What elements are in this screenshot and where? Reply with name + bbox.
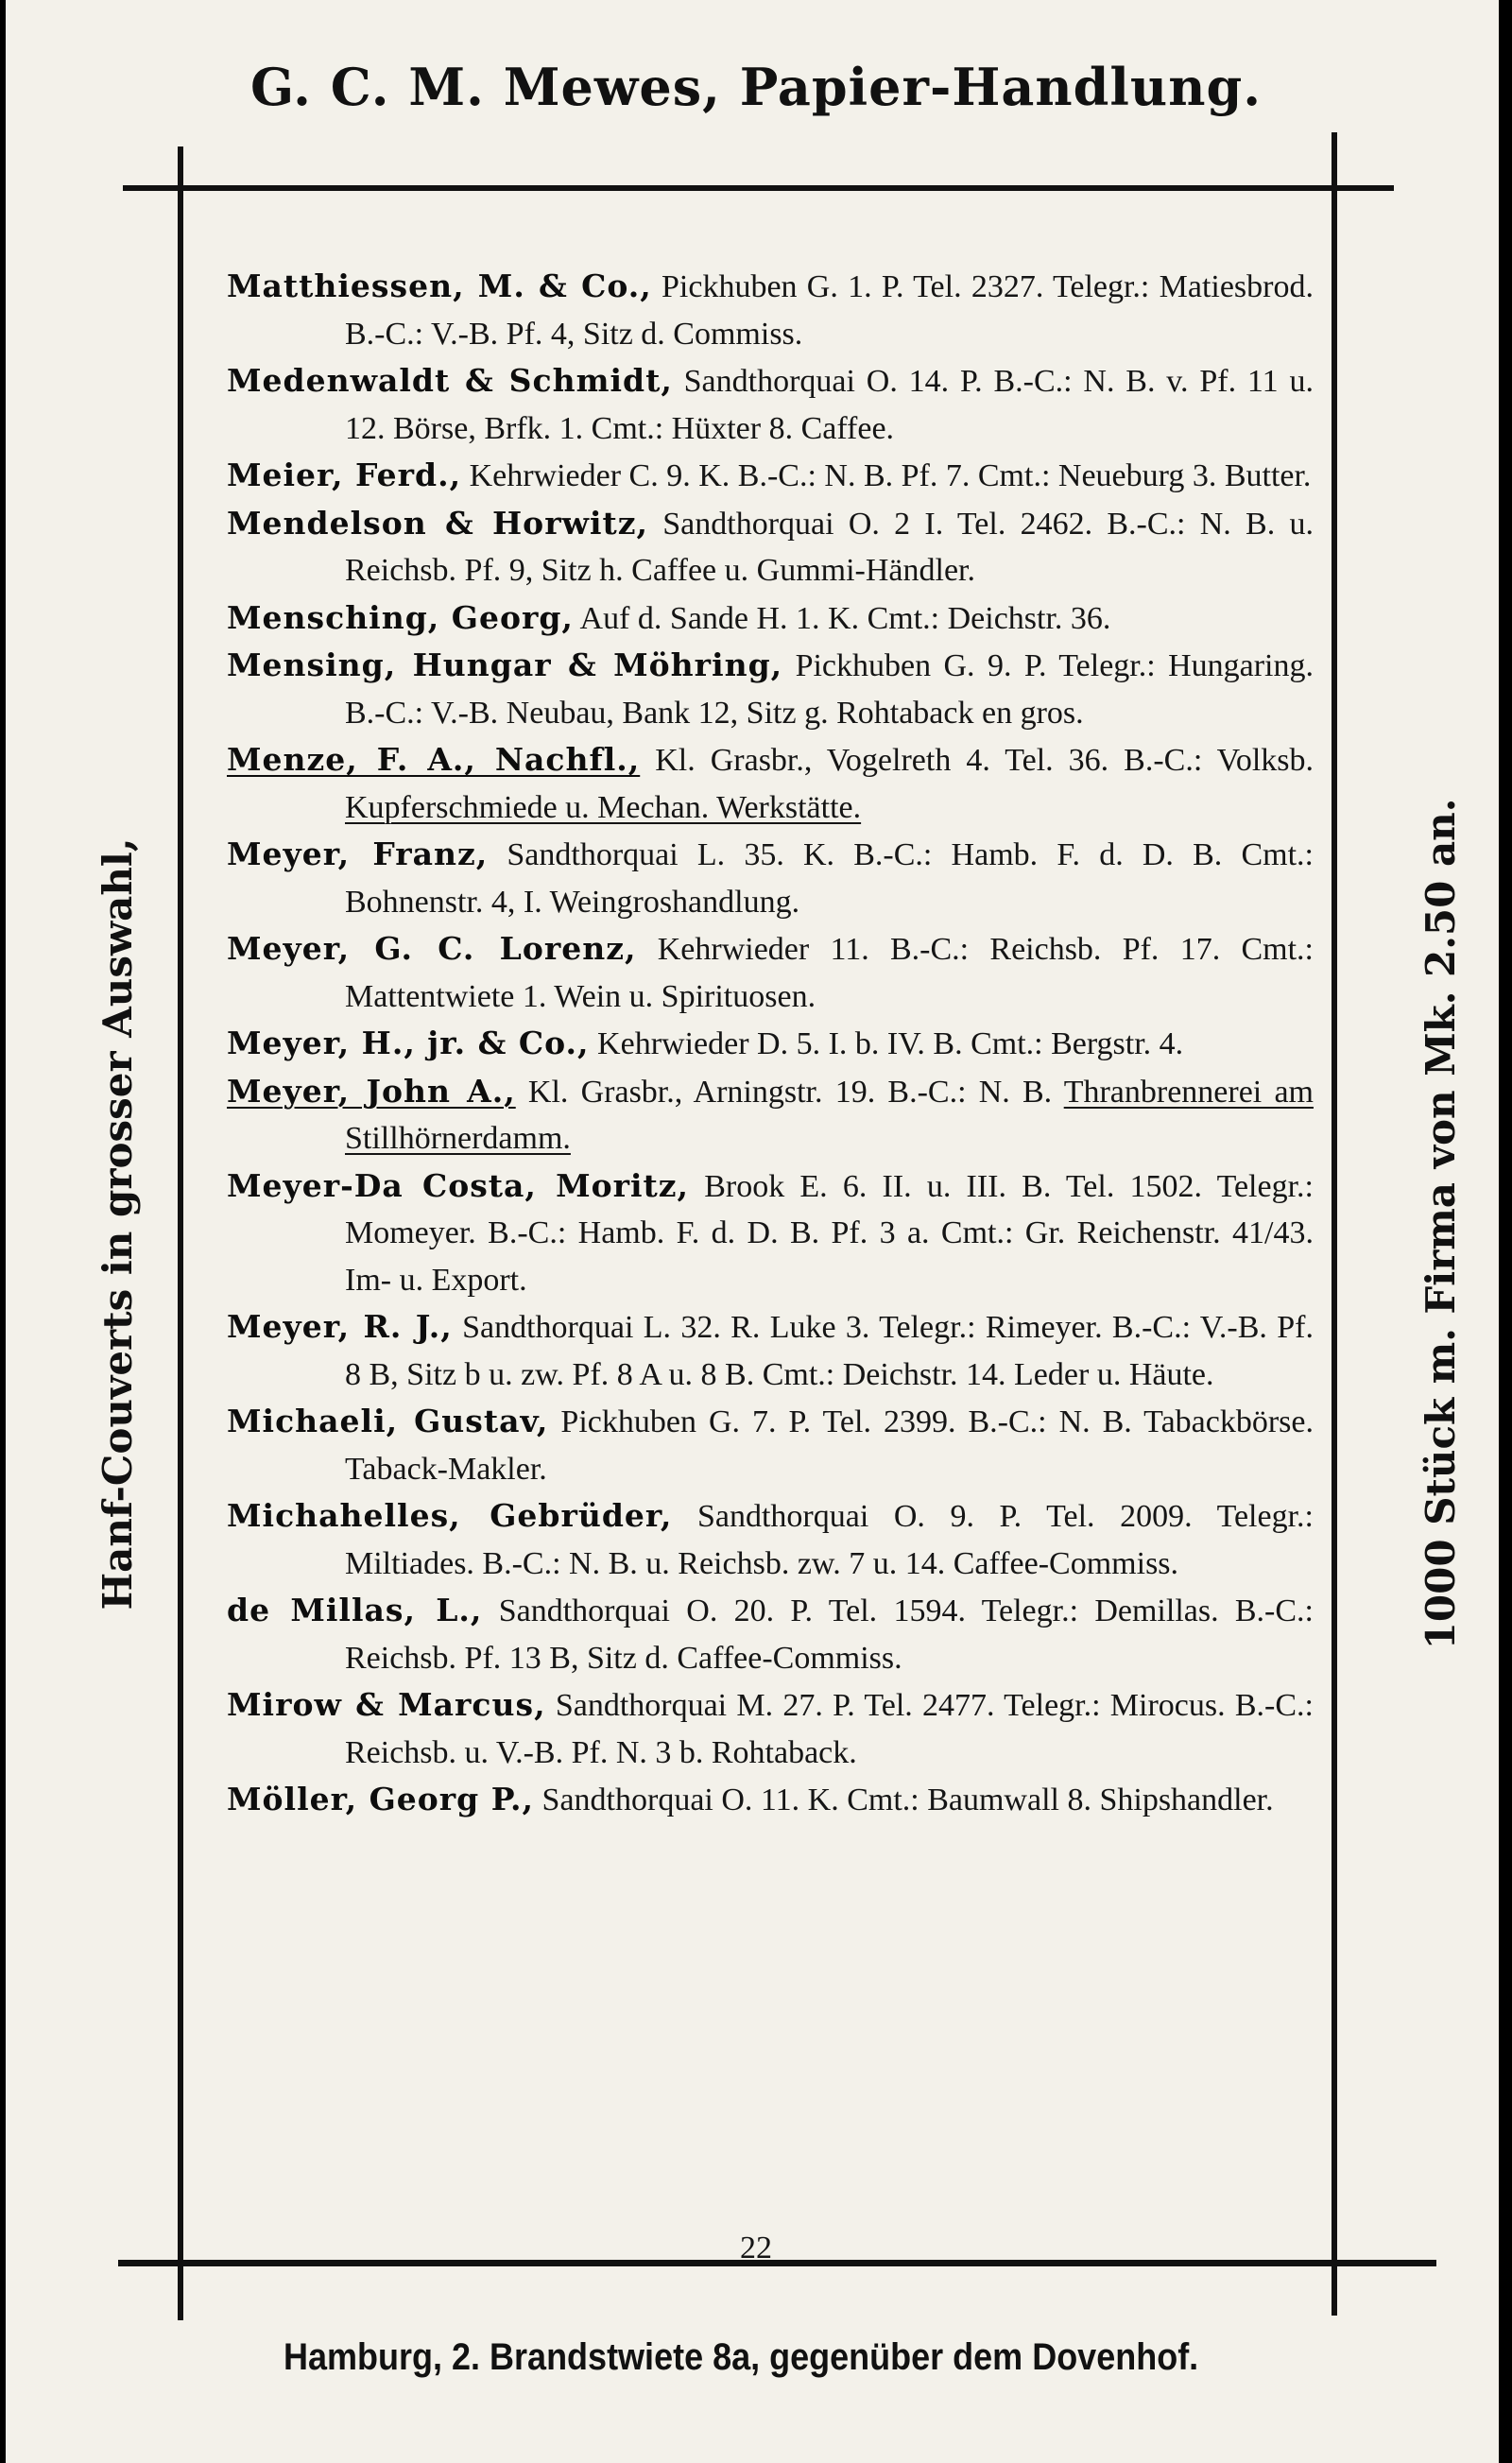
entry-details: Kl. Grasbr., Arningstr. 19. B.-C.: N. B. [515,1074,1064,1110]
firm-name: Meyer, R. J., [227,1308,453,1345]
directory-entry [227,1398,1314,1492]
right-frame-rule [1332,132,1337,2316]
directory-entry [227,594,1314,643]
directory-entry [227,736,1314,831]
entry-details: Sandthorquai O. 9. P. Tel. 2009. Telegr.: Miltiades. B.-C.: N. B. u. Reichsb. zw. 7 u. 14. Caffee-Commiss. [345,1499,1314,1581]
page-number: 22 [740,2230,772,2265]
top-frame-rule [123,185,1394,191]
entry-trade-note: Kupferschmiede u. Mechan. Werkstätte. [345,789,862,825]
entry-details: Kehrwieder C. 9. K. B.-C.: N. B. Pf. 7. Cmt.: Neueburg 3. Butter. [461,458,1312,493]
side-advert-right: 1000 Stück m. Firma von Mk. 2.50 an. [1418,798,1464,1650]
entry-details: Sandthorquai O. 14. P. B.-C.: N. B. v. Pf. 11 u. 12. Börse, Brfk. 1. Cmt.: Hüxter 8. Caffee. [345,364,1314,446]
firm-name: Meyer, G. C. Lorenz, [227,930,637,967]
firm-name: Meyer-Da Costa, Moritz, [227,1166,690,1204]
entry-details: Auf d. Sande H. 1. K. Cmt.: Deichstr. 36. [573,600,1111,636]
entry-details: Sandthorquai L. 35. K. B.-C.: Hamb. F. d. D. B. Cmt.: Bohnenstr. 4, I. Weingroshandlung. [345,837,1314,920]
directory-entry [227,1776,1314,1824]
entry-details: Sandthorquai L. 32. R. Luke 3. Telegr.: Rimeyer. B.-C.: V.-B. Pf. 8 B, Sitz b u. zw. Pf. 8 A u. 8 B. Cmt.: Deichstr. 14. Leder u. Häute. [345,1310,1314,1392]
firm-name: Meier, Ferd., [227,456,462,493]
entry-details: Brook E. 6. II. u. III. B. Tel. 1502. Telegr.: Momeyer. B.-C.: Hamb. F. d. D. B. Pf. 3 a. Cmt.: Gr. Reichenstr. 41/43. Im- u. Export. [345,1168,1314,1298]
firm-name: de Millas, L., [227,1592,483,1628]
directory-entries [227,263,1314,1824]
entry-details: Kehrwieder D. 5. I. b. IV. B. Cmt.: Bergstr. 4. [589,1026,1184,1061]
directory-entry [227,500,1314,594]
firm-name: Mensing, Hungar & Möhring, [227,646,783,683]
firm-name: Mirow & Marcus, [227,1686,546,1723]
directory-entry [227,831,1314,925]
entry-details: Pickhuben G. 9. P. Telegr.: Hungaring. B.-C.: V.-B. Neubau, Bank 12, Sitz g. Rohtaback en gros. [345,648,1314,731]
page-header-title: G. C. M. Mewes, Papier-Handlung. [249,57,1263,117]
entry-details: Sandthorquai O. 2 I. Tel. 2462. B.-C.: N. B. u. Reichsb. Pf. 9, Sitz h. Caffee u. Gummi-Händler. [345,506,1314,588]
directory-entry [227,1068,1314,1163]
firm-name: Matthiessen, M. & Co., [227,267,652,304]
entry-details: Pickhuben G. 7. P. Tel. 2399. B.-C.: N. B. Tabackbörse. Taback-Makler. [345,1404,1314,1487]
firm-name: Michahelles, Gebrüder, [227,1497,673,1534]
entry-trade-note: Thranbrennerei am Stillhörnerdamm. [345,1074,1314,1156]
firm-name: Michaeli, Gustav, [227,1403,549,1439]
directory-entry [227,642,1314,736]
firm-name: Meyer, H., jr. & Co., [227,1025,590,1061]
directory-entry [227,263,1314,357]
entry-details: Pickhuben G. 1. P. Tel. 2327. Telegr.: Matiesbrod. B.-C.: V.-B. Pf. 4, Sitz d. Commiss. [345,269,1314,352]
firm-name: Menze, F. A., Nachfl., [227,741,641,778]
entry-details: Kehrwieder 11. B.-C.: Reichsb. Pf. 17. Cmt.: Mattentwiete 1. Wein u. Spirituosen. [345,932,1314,1014]
entry-details: Sandthorquai O. 11. K. Cmt.: Baumwall 8. Shipshandler. [534,1783,1274,1817]
directory-entry [227,1681,1314,1776]
directory-entry [227,357,1314,452]
entry-details: Sandthorquai M. 27. P. Tel. 2477. Telegr.: Mirocus. B.-C.: Reichsb. u. V.-B. Pf. N. 3 b. Rohtaback. [345,1688,1314,1770]
directory-entry [227,925,1314,1020]
firm-name: Mendelson & Horwitz, [227,504,648,542]
directory-entry [227,1587,1314,1681]
footer-address: Hamburg, 2. Brandstwiete 8a, gegenüber dem Dovenhof. [284,2336,1199,2378]
firm-name: Medenwaldt & Schmidt, [227,362,673,399]
directory-entry [227,452,1314,500]
directory-entry [227,1492,1314,1587]
firm-name: Mensching, Georg, [227,598,574,636]
entry-details: Kl. Grasbr., Vogelreth 4. Tel. 36. B.-C.: Volksb. [640,743,1314,778]
directory-entry [227,1020,1314,1068]
left-frame-rule [178,146,183,2320]
firm-name: Meyer, Franz, [227,835,489,872]
directory-entry [227,1303,1314,1398]
firm-name: Meyer, John A., [227,1072,516,1110]
firm-name: Möller, Georg P., [227,1781,535,1817]
side-advert-left: Hanf-Couverts in grosser Auswahl, [94,837,141,1610]
directory-entry [227,1163,1314,1304]
entry-details: Sandthorquai O. 20. P. Tel. 1594. Telegr.: Demillas. B.-C.: Reichsb. Pf. 13 B, Sitz d. Caffee-Commiss. [345,1593,1314,1676]
